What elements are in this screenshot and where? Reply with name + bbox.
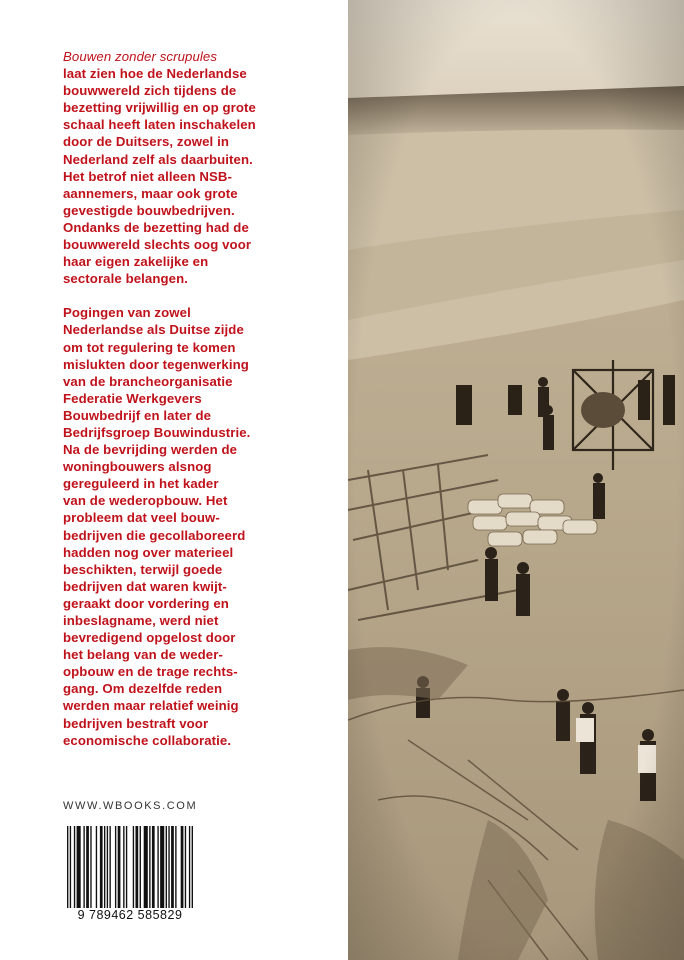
blurb-paragraph-2: Pogingen van zowel Nederlandse als Duitse zijde om tot regulering te komen mislukten door tegenwerking van de brancheorganisatie Federatie Werkgevers Bouwbedrijf en later de Bedrijfsgroep Bouwindustrie. Na de bevrijding werden de woningbouwers alsnog gereguleerd in het kader van de wederopbouw. Het probleem dat veel bouw- bedrijven die gecollaboreerd hadden nog over materieel beschikten, terwijl goede bedrijven dat waren kwijt- geraakt door vordering en inbeslagname, werd niet bevredigend opgelost door het belang van de weder- opbouw en de trage rechts- gang. Om dezelfde reden werden maar relatief weinig bedrijven bestraft voor economische collaboratie.: [63, 305, 251, 748]
isbn-barcode: [67, 826, 193, 908]
barcode-bar: [109, 826, 110, 908]
barcode-bar: [157, 826, 158, 908]
barcode-bar: [166, 826, 167, 908]
barcode-bar: [175, 826, 176, 908]
barcode-bar: [115, 826, 116, 908]
barcode-bar: [123, 826, 124, 908]
barcode-bar: [181, 826, 184, 908]
barcode-bar: [100, 826, 103, 908]
construction-photo: [348, 0, 684, 960]
barcode-bar: [140, 826, 141, 908]
barcode-bar: [70, 826, 71, 908]
barcode-bar: [168, 826, 169, 908]
barcode-bar: [126, 826, 127, 908]
barcode-bar: [192, 826, 193, 908]
barcode-bar: [90, 826, 91, 908]
barcode-bar: [171, 826, 174, 908]
barcode-bar: [135, 826, 138, 908]
barcode-bar: [107, 826, 108, 908]
barcode-bar: [133, 826, 134, 908]
barcode-bar: [86, 826, 89, 908]
book-title: Bouwen zonder scrupules: [63, 49, 218, 64]
barcode-bar: [74, 826, 75, 908]
barcode-bar: [152, 826, 155, 908]
barcode-bar: [144, 826, 148, 908]
barcode-bar: [96, 826, 97, 908]
publisher-url[interactable]: WWW.WBOOKS.COM: [63, 800, 198, 812]
barcode-bar: [83, 826, 84, 908]
blurb-paragraph-1-text: laat zien hoe de Nederlandse bouwwereld zich tijdens de bezetting vrijwillig en op grote schaal heeft laten inschakelen door de Duitsers, zowel in Nederland zelf als daarbuiten. Het betrof niet alleen NSB- aannemers, maar ook grote gevestigde bouwbedrijven. Ondanks de bezetting had de bouwwereld slechts oog voor haar eigen zakelijke en sectorale belangen.: [63, 66, 256, 287]
barcode-bar: [185, 826, 186, 908]
isbn-number: 9 789462 585829: [77, 908, 183, 922]
barcode-bar: [189, 826, 190, 908]
barcode-bar: [149, 826, 150, 908]
sepia-construction-site-image: [348, 0, 684, 960]
blurb-paragraph-1: [63, 48, 343, 287]
barcode-bar: [160, 826, 164, 908]
barcode-bar: [118, 826, 121, 908]
blurb: [63, 48, 343, 749]
barcode-bar: [104, 826, 105, 908]
barcode-bar: [77, 826, 81, 908]
barcode-bar: [67, 826, 68, 908]
